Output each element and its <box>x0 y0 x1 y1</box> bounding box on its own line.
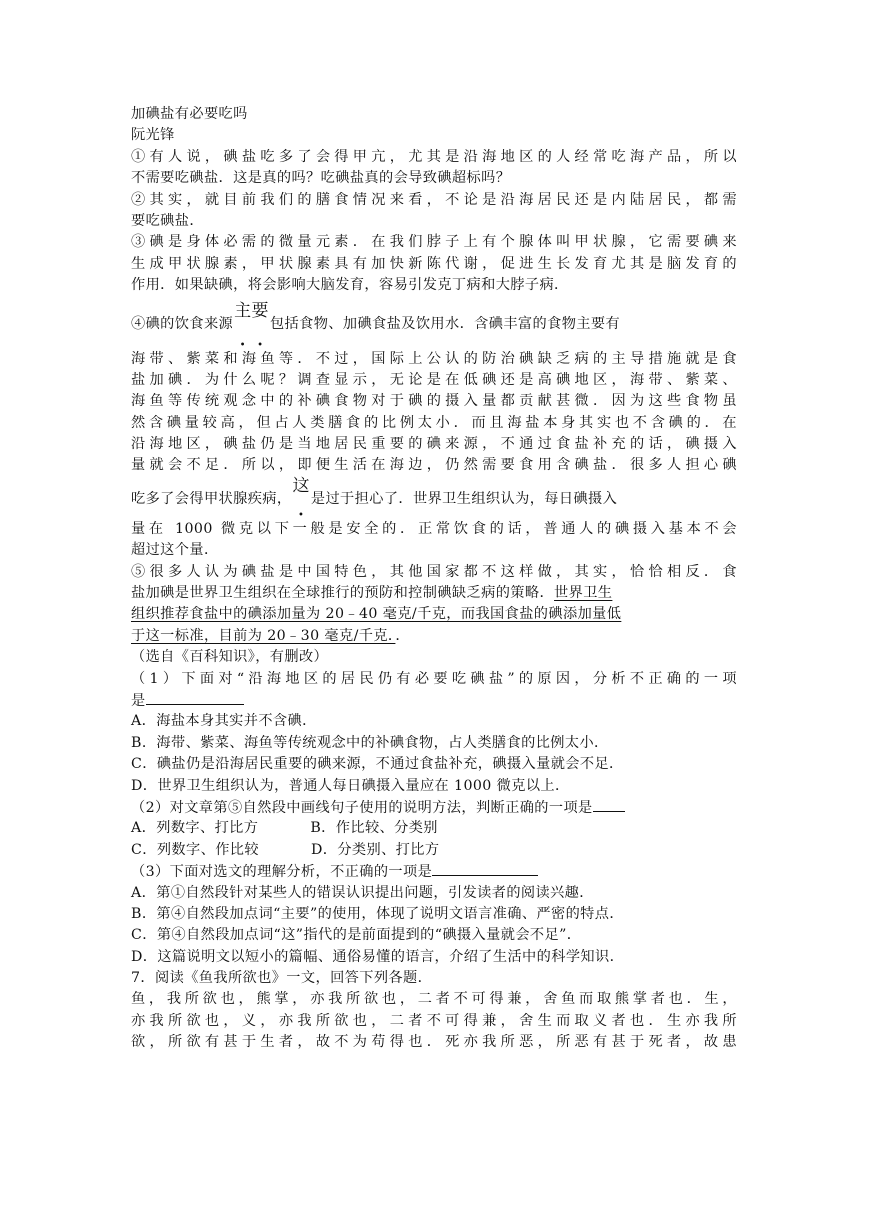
text-line: 海鱼等传统观念中的补碘食物对于碘的摄入量都贡献甚微．因为这些食物虽 <box>131 393 737 410</box>
option-d: D．分类别、打比方 <box>310 841 440 858</box>
text-line: ⑤很多人认为碘盐是中国特色，其他国家都不这样做，其实，恰恰相反．食 <box>131 563 737 580</box>
option-c: C．列数字、作比较 <box>131 841 259 858</box>
text-line: 要吃碘盐． <box>131 212 204 229</box>
option-a: A．第①自然段针对某些人的错误认识提出问题，引发读者的阅读兴趣． <box>131 884 594 901</box>
answer-blank[interactable] <box>432 861 538 876</box>
text-line-with-emphasis <box>131 297 737 349</box>
text-line: 亦我所欲也，义，亦我所欲也，二者不可得兼，舍生而取义者也．生亦我所 <box>131 1012 737 1029</box>
text-line: 作用．如果缺碘，将会影响大脑发育，容易引发克丁病和大脖子病． <box>131 277 569 294</box>
underlined-sentence: 于这一标准，目前为 20﹣30 毫克/千克． <box>131 627 396 644</box>
question-2 <box>131 797 737 861</box>
question-stem <box>131 797 737 818</box>
underlined-sentence: 组织推荐食盐中的碘添加量为 20﹣40 毫克/千克，而我国食盐的碘添加量低 <box>131 606 622 623</box>
option-b: B．第④自然段加点词“主要”的使用，体现了说明文语言准确、严密的特点． <box>131 905 624 922</box>
option-d: D．这篇说明文以短小的篇幅、通俗易懂的语言，介绍了生活中的科学知识． <box>131 948 625 965</box>
option-row <box>131 818 737 839</box>
paragraph-4 <box>131 297 737 562</box>
answer-blank[interactable] <box>593 797 625 812</box>
text-line: 超过这个量． <box>131 542 219 559</box>
question-1 <box>131 669 737 797</box>
emphasis-text: 这 <box>292 475 310 496</box>
option-c: C．第④自然段加点词“这”指代的是前面提到的“碘摄入量就会不足”． <box>131 927 582 944</box>
article-author: 阮光锋 <box>131 127 175 144</box>
question-stem <box>131 690 737 711</box>
paragraph-1 <box>131 147 737 190</box>
text-span: （3）下面对选文的理解分析，不正确的一项是 <box>131 864 433 881</box>
text-line: 沿海地区，碘盐仍是当地居民重要的碘来源，不通过食盐补充的话，碘摄入 <box>131 436 737 453</box>
text-line <box>131 604 737 625</box>
text-line: 然含碘量较高，但占人类膳食的比例太小．而且海盐本身其实也不含碘的．在 <box>131 414 737 431</box>
emphasis-word-zhe <box>292 465 310 521</box>
option-row <box>131 840 737 861</box>
question-stem: 7．阅读《鱼我所欲也》一文，回答下列各题． <box>131 970 433 987</box>
text-span: （2）对文章第⑤自然段中画线句子使用的说明方法，判断正确的一项是 <box>131 799 593 816</box>
question-stem: （1）下面对“沿海地区的居民仍有必要吃碘盐”的原因，分析不正确的一项 <box>131 670 737 687</box>
article-title: 加碘盐有必要吃吗 <box>131 106 248 122</box>
option-b: B．作比较、分类别 <box>310 820 438 837</box>
emphasis-dot-icon: • <box>239 339 246 351</box>
question-3 <box>131 861 737 968</box>
text-line: 海带、紫菜和海鱼等．不过，国际上公认的防治碘缺乏病的主导措施就是食 <box>131 350 737 367</box>
text-span: ④碘的饮食来源 <box>131 315 234 332</box>
text-line: ②其实，就目前我们的膳食情况来看，不论是沿海居民还是内陆居民，都需 <box>131 191 737 208</box>
text-line <box>131 583 737 604</box>
option-a: A．列数字、打比方 <box>131 820 259 837</box>
option-b: B．海带、紫菜、海鱼等传统观念中的补碘食物，占人类膳食的比例太小． <box>131 734 609 751</box>
text-span: 是 <box>131 692 146 709</box>
emphasis-word-zhuyao <box>234 285 269 351</box>
text-line: 生成甲状腺素，甲状腺素具有加快新陈代谢，促进生长发育尤其是脑发育的 <box>131 255 737 272</box>
paragraph-2 <box>131 190 737 233</box>
text-span: 包括食物、加碘食盐及饮用水．含碘丰富的食物主要有 <box>269 315 621 332</box>
emphasis-dot-icon: • <box>298 509 305 521</box>
question-7 <box>131 968 737 1054</box>
text-line: 不需要吃碘盐．这是真的吗？吃碘盐真的会导致碘超标吗？ <box>131 170 511 187</box>
text-line: 欲，所欲有甚于生者，故不为苟得也．死亦我所恶，所恶有甚于死者，故患 <box>131 1034 737 1051</box>
text-line-with-emphasis <box>131 477 737 519</box>
emphasis-dot-icon: • <box>257 339 264 351</box>
question-stem <box>131 861 737 882</box>
option-c: C．碘盐仍是沿海居民重要的碘来源，不通过食盐补充，碘摄入量就会不足． <box>131 756 624 773</box>
document-page <box>131 104 737 1054</box>
paragraph-3 <box>131 232 737 296</box>
text-span: 是过于担心了．世界卫生组织认为，每日碘摄入 <box>310 490 618 507</box>
emphasis-text: 主要 <box>234 300 269 321</box>
text-span: 盐加碘是世界卫生组织在全球推行的预防和控制碘缺乏病的策略． <box>131 585 555 602</box>
text-line: ③碘是身体必需的微量元素．在我们脖子上有个腺体叫甲状腺，它需要碘来 <box>131 234 737 251</box>
text-span: 吃多了会得甲状腺疾病， <box>131 490 292 507</box>
text-line: 鱼，我所欲也，熊掌，亦我所欲也，二者不可得兼，舍鱼而取熊掌者也．生， <box>131 991 737 1008</box>
source-note: （选自《百科知识》，有删改） <box>131 649 329 666</box>
option-d: D．世界卫生组织认为，普通人每日碘摄入量应在 1000 微克以上． <box>131 777 570 794</box>
text-line: 量在 1000 微克以下一般是安全的．正常饮食的话，普通人的碘摄入基本不会 <box>131 520 737 537</box>
paragraph-5 <box>131 562 737 648</box>
text-line: ①有人说，碘盐吃多了会得甲亢，尤其是沿海地区的人经常吃海产品，所以 <box>131 148 737 165</box>
answer-blank[interactable] <box>146 690 244 705</box>
text-span: ． <box>395 627 411 644</box>
option-a: A．海盐本身其实并不含碘． <box>131 713 317 730</box>
text-line: 量就会不足．所以，即便生活在海边，仍然需要食用含碘盐．很多人担心碘 <box>131 457 737 474</box>
underlined-sentence: 世界卫生 <box>554 585 613 602</box>
text-line: 盐加碘．为什么呢？调查显示，无论是在低碘还是高碘地区，海带、紫菜、 <box>131 371 737 388</box>
text-line <box>131 626 737 647</box>
